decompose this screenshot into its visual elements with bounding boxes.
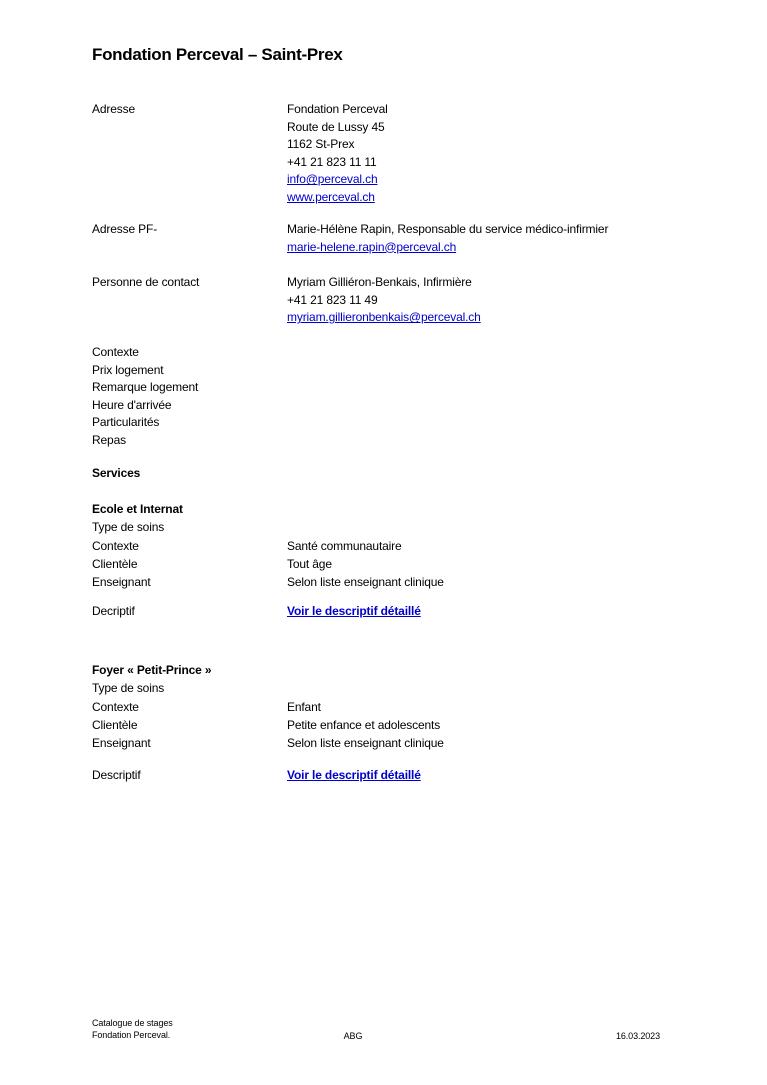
service-descriptif-row <box>92 604 747 618</box>
row-value: Tout âge <box>287 556 332 571</box>
service-ecole-internat <box>92 500 747 591</box>
descriptif-label: Decriptif <box>92 604 135 618</box>
row-value: Petite enfance et adolescents <box>287 717 441 732</box>
footer-doc-org: Fondation Perceval. <box>92 1029 171 1040</box>
service-row <box>92 518 747 536</box>
row-label: Type de soins <box>92 520 165 535</box>
service-row <box>92 716 747 734</box>
row-value: Selon liste enseignant clinique <box>287 736 444 751</box>
field-heure-arrivee: Heure d'arrivée <box>92 397 172 412</box>
field-contexte: Contexte <box>92 345 139 359</box>
service-descriptif-row <box>92 768 747 782</box>
field-repas: Repas <box>92 432 126 447</box>
row-label: Enseignant <box>92 575 151 590</box>
service-row <box>92 734 747 752</box>
contact-person-values <box>287 274 747 327</box>
street-address: Route de Lussy 45 <box>287 119 385 134</box>
phone-number: +41 21 823 11 11 <box>287 154 377 169</box>
row-value <box>287 518 747 536</box>
service-row <box>92 679 747 697</box>
service-row <box>92 555 747 573</box>
address-pf-label: Adresse PF- <box>92 222 158 236</box>
address-label: Adresse <box>92 102 135 116</box>
service-foyer-petit-prince <box>92 661 747 752</box>
row-label: Contexte <box>92 538 139 553</box>
city-address: 1162 St-Prex <box>287 137 355 152</box>
services-heading: Services <box>92 466 141 480</box>
address-pf-row <box>92 221 747 256</box>
footer-doc-title: Catalogue de stages <box>92 1018 173 1028</box>
field-list <box>92 344 198 449</box>
address-pf-values <box>287 221 747 256</box>
footer-date: 16.03.2023 <box>615 1031 660 1041</box>
org-name: Fondation Perceval <box>287 102 388 116</box>
row-value: Selon liste enseignant clinique <box>287 575 444 590</box>
row-value: Enfant <box>287 699 321 714</box>
field-remarque-logement: Remarque logement <box>92 380 199 394</box>
row-label: Enseignant <box>92 736 151 751</box>
address-row <box>92 101 747 207</box>
row-label: Type de soins <box>92 681 165 696</box>
service-row <box>92 698 747 716</box>
service-name: Foyer « Petit-Prince » <box>92 663 212 677</box>
descriptif-label: Descriptif <box>92 768 141 782</box>
contact-person-phone: +41 21 823 11 49 <box>287 292 378 307</box>
field-particularites: Particularités <box>92 415 160 429</box>
contact-person-name: Myriam Gilliéron-Benkais, Infirmière <box>287 275 472 289</box>
row-value: Santé communautaire <box>287 538 402 553</box>
descriptif-value <box>287 768 747 782</box>
row-label: Contexte <box>92 699 139 714</box>
website-line <box>287 189 747 207</box>
descriptif-value <box>287 604 747 618</box>
field-prix-logement: Prix logement <box>92 362 164 377</box>
contact-person-label: Personne de contact <box>92 275 200 289</box>
responsible-person: Marie-Hélène Rapin, Responsable du service médico-infirmier <box>287 222 609 236</box>
contact-person-row <box>92 274 747 327</box>
contact-email-line <box>287 309 747 327</box>
row-value <box>287 679 747 697</box>
responsible-email-line <box>287 239 747 257</box>
responsible-email-link[interactable]: marie-helene.rapin@perceval.ch <box>287 239 457 254</box>
website-link[interactable]: www.perceval.ch <box>287 189 375 204</box>
descriptif-link-foyer[interactable]: Voir le descriptif détaillé <box>287 768 421 782</box>
descriptif-link-ecole[interactable]: Voir le descriptif détaillé <box>287 604 421 618</box>
service-name: Ecole et Internat <box>92 502 183 516</box>
row-label: Clientèle <box>92 717 138 732</box>
email-line <box>287 171 747 189</box>
address-values <box>287 101 747 207</box>
row-label: Clientèle <box>92 556 138 571</box>
email-link[interactable]: info@perceval.ch <box>287 172 378 187</box>
service-row <box>92 537 747 555</box>
footer-doc-info <box>92 1018 173 1041</box>
contact-email-link[interactable]: myriam.gillieronbenkais@perceval.ch <box>287 310 481 325</box>
footer-initials: ABG <box>343 1031 363 1041</box>
service-row <box>92 573 747 591</box>
page-title: Fondation Perceval – Saint-Prex <box>92 45 343 64</box>
